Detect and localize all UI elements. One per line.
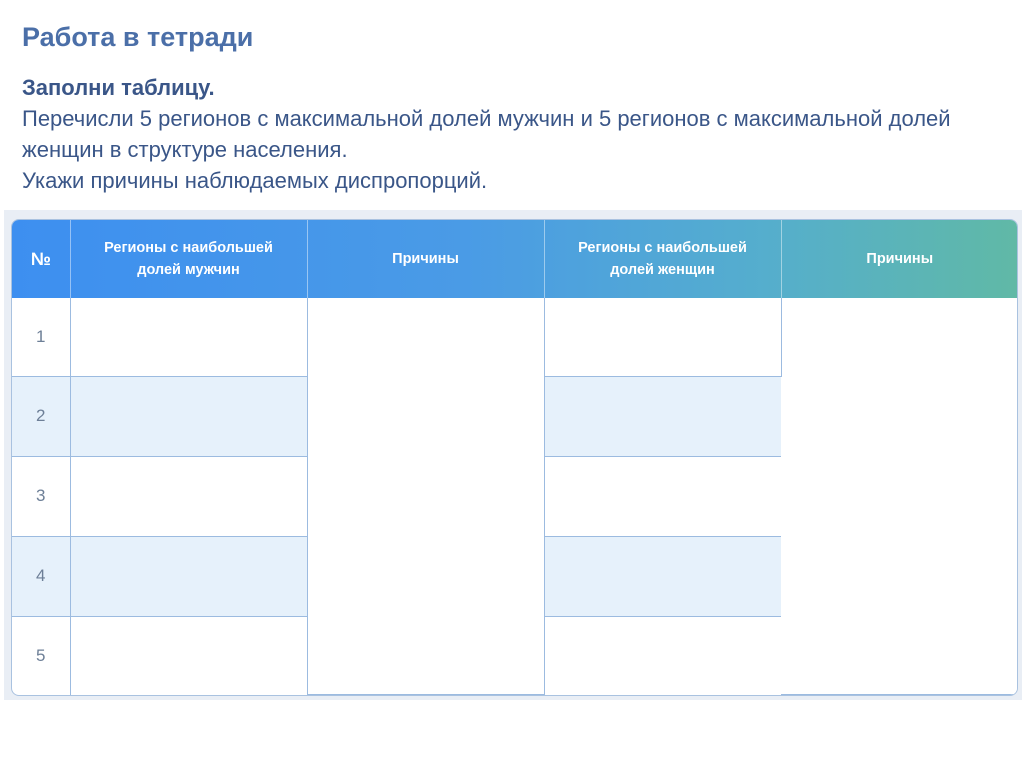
cell-region-men[interactable]	[70, 456, 307, 536]
header-regions-women: Регионы с наибольшей долей женщин	[544, 220, 781, 298]
cell-region-men[interactable]	[70, 536, 307, 616]
cell-region-women[interactable]	[544, 616, 781, 694]
row-number: 1	[12, 298, 70, 376]
table-row	[12, 298, 1018, 376]
header-number: №	[12, 220, 70, 298]
row-number: 2	[12, 376, 70, 456]
header-reasons-men: Причины	[307, 220, 544, 298]
cell-region-women[interactable]	[544, 456, 781, 536]
worksheet-table-frame	[11, 219, 1018, 696]
task-instruction: Перечисли 5 регионов с максимальной долей мужчин и 5 регионов с максимальной долей женщин в структуре населения.	[22, 106, 951, 162]
cell-reasons-women[interactable]	[781, 298, 1018, 695]
header-reasons-women: Причины	[866, 251, 934, 267]
cell-region-women[interactable]	[544, 536, 781, 616]
cell-region-women[interactable]	[544, 298, 781, 376]
row-number: 3	[12, 456, 70, 536]
worksheet-table	[12, 220, 1018, 695]
cell-region-men[interactable]	[70, 376, 307, 456]
header-regions-men: Регионы с наибольшей долей мужчин	[70, 220, 307, 298]
task-instruction-reasons: Укажи причины наблюдаемых диспропорций.	[22, 168, 488, 193]
task-heading: Заполни таблицу.	[22, 75, 215, 100]
cell-region-men[interactable]	[70, 298, 307, 376]
page-title: Работа в тетради	[22, 22, 254, 52]
cell-region-men[interactable]	[70, 616, 307, 694]
table-header-row	[12, 220, 1018, 298]
row-number: 5	[12, 616, 70, 694]
row-number: 4	[12, 536, 70, 616]
task-text	[22, 72, 1012, 196]
cell-region-women[interactable]	[544, 376, 781, 456]
cell-reasons-men[interactable]	[307, 298, 544, 695]
